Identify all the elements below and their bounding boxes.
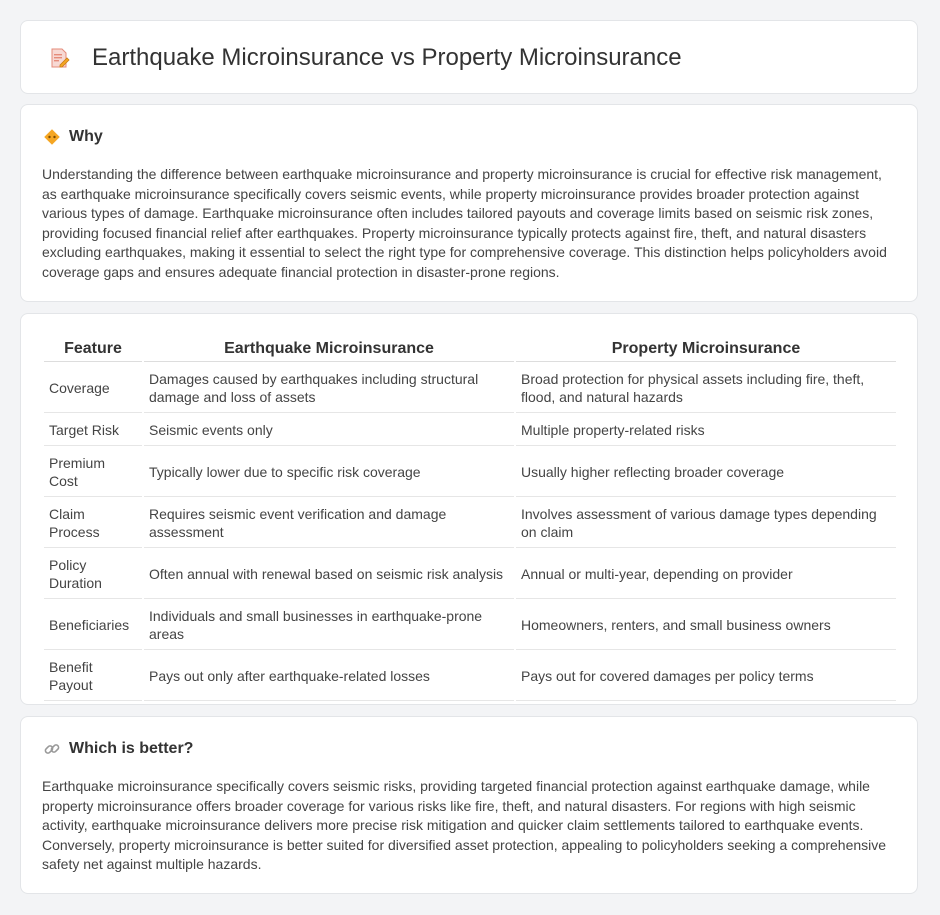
title-card (20, 20, 918, 94)
table-row (44, 415, 896, 446)
feature-cell: Policy Duration (44, 550, 142, 599)
better-heading (43, 739, 193, 759)
which-better-section (20, 716, 918, 894)
why-heading (43, 127, 103, 147)
diamond-warning-icon (43, 128, 61, 146)
comparison-table-card (20, 313, 918, 705)
property-cell: Homeowners, renters, and small business owners (516, 601, 896, 650)
comparison-table (42, 335, 898, 703)
why-title: Why (69, 128, 103, 145)
earthquake-cell: Pays out only after earthquake-related losses (144, 652, 514, 701)
header-earthquake: Earthquake Microinsurance (144, 337, 514, 362)
property-cell: Annual or multi-year, depending on provider (516, 550, 896, 599)
better-text: Earthquake microinsurance specifically covers seismic risks, providing targeted financial protection against earthquake damage, while property microinsurance offers broader coverage for various risks like fire, theft, and natural disasters. For regions with high seismic activity, earthquake microinsurance delivers more precise risk mitigation and quicker claim settlements tailored to earthquake events. Conversely, property microinsurance is better suited for diversified asset protection, appealing to policyholders seeking a comprehensive safety net against multiple hazards. (42, 778, 887, 873)
table-row (44, 448, 896, 497)
property-cell: Broad protection for physical assets including fire, theft, flood, and natural hazards (516, 364, 896, 413)
earthquake-cell: Seismic events only (144, 415, 514, 446)
table-header-row (44, 337, 896, 362)
table-row (44, 601, 896, 650)
why-section (20, 104, 918, 302)
feature-cell: Benefit Payout (44, 652, 142, 701)
table-row (44, 550, 896, 599)
earthquake-cell: Damages caused by earthquakes including structural damage and loss of assets (144, 364, 514, 413)
feature-cell: Coverage (44, 364, 142, 413)
earthquake-cell: Typically lower due to specific risk coverage (144, 448, 514, 497)
feature-cell: Premium Cost (44, 448, 142, 497)
feature-cell: Beneficiaries (44, 601, 142, 650)
feature-cell: Claim Process (44, 499, 142, 548)
table-row (44, 499, 896, 548)
earthquake-cell: Often annual with renewal based on seismic risk analysis (144, 550, 514, 599)
property-cell: Pays out for covered damages per policy terms (516, 652, 896, 701)
earthquake-cell: Individuals and small businesses in earthquake-prone areas (144, 601, 514, 650)
feature-cell: Target Risk (44, 415, 142, 446)
better-title: Which is better? (69, 740, 194, 757)
property-cell: Multiple property-related risks (516, 415, 896, 446)
why-text: Understanding the difference between earthquake microinsurance and property microinsurance is crucial for effective risk management, as earthquake microinsurance specifically covers seismic events, while property microinsurance provides broader protection against various types of damage. Earthquake microinsurance often includes tailored payouts and coverage limits based on seismic risk zones, providing focused financial relief after earthquakes. Property microinsurance typically protects against fire, theft, and natural disasters excluding earthquakes, making it essential to select the right type for comprehensive coverage. This distinction helps policyholders avoid coverage gaps and ensures adequate financial protection in disaster-prone regions. (42, 166, 887, 280)
document-pencil-icon (47, 46, 71, 70)
property-cell: Involves assessment of various damage types depending on claim (516, 499, 896, 548)
header-property: Property Microinsurance (516, 337, 896, 362)
link-icon (43, 740, 61, 758)
property-cell: Usually higher reflecting broader coverage (516, 448, 896, 497)
table-row (44, 364, 896, 413)
table-row (44, 652, 896, 701)
header-feature: Feature (44, 337, 142, 362)
earthquake-cell: Requires seismic event verification and damage assessment (144, 499, 514, 548)
page-title: Earthquake Microinsurance vs Property Microinsurance (92, 44, 682, 71)
